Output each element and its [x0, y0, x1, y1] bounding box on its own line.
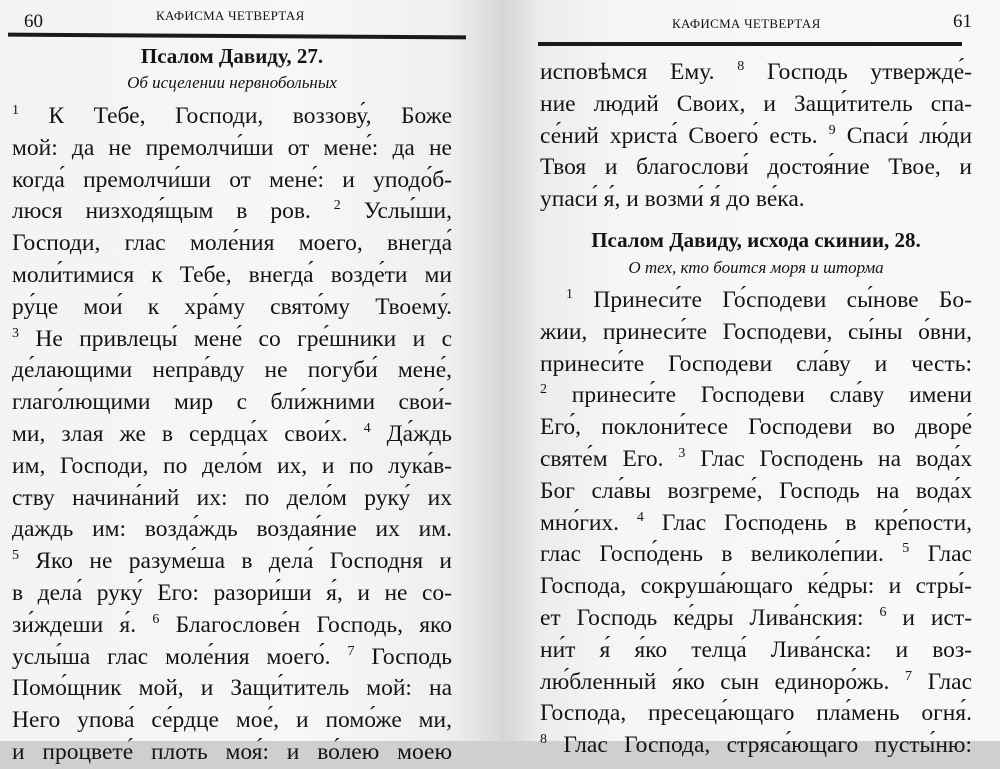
text-line: [12, 737, 452, 769]
text-line: [540, 285, 972, 317]
text-line: [540, 349, 972, 381]
line-text: лю́бленный я́ко сын единоро́жь.: [540, 668, 890, 695]
psalm-subtitle: О тех, кто боится моря и шторма: [628, 257, 884, 277]
text-line: [12, 133, 452, 165]
psalm-text: [12, 101, 452, 769]
line-text: Помо́щник мой, и Защи́титель мой: на: [12, 675, 452, 702]
text-line: [12, 514, 452, 546]
line-text: Да́ждь: [386, 420, 452, 447]
text-line: [12, 546, 452, 578]
verse-number: 7: [347, 643, 355, 659]
left-page-content: [12, 42, 452, 769]
right-page-content: [540, 57, 972, 762]
header-rule: [538, 42, 962, 46]
verse-number: 9: [828, 122, 836, 138]
verse-number: 3: [12, 325, 19, 341]
line-text: ру́це мои́ к хра́му свято́му Твоему́.: [12, 293, 452, 320]
line-text: Господь: [371, 643, 452, 670]
text-line: [12, 196, 452, 228]
text-line: [12, 387, 452, 419]
verse-number: 4: [363, 420, 371, 436]
line-text: ству начина́ний их: по дело́м руку́ их: [12, 484, 452, 511]
verse-number: 6: [152, 611, 160, 627]
text-line: [540, 121, 972, 153]
text-line: [540, 603, 972, 635]
line-text: Господи, глас моле́ния моего, внегда́: [12, 230, 452, 257]
line-text: Господа, пресеца́ющаго пла́мень огня́.: [540, 700, 972, 727]
line-text: люся низходя́щым в ров.: [12, 198, 311, 225]
verse-number: 8: [540, 732, 547, 748]
line-text: исповѣмся Ему.: [540, 59, 715, 85]
text-line: [540, 380, 972, 412]
text-line: [540, 89, 972, 121]
text-line: [540, 476, 972, 508]
text-line: [12, 578, 452, 610]
line-text: Глас Господень на вода́х: [700, 445, 973, 472]
line-text: Спаси́ лю́ди: [846, 122, 973, 149]
text-line: [12, 610, 452, 642]
line-text: Его́, поклони́тесе Господеви во дворе́: [540, 414, 972, 441]
line-text: глаго́лющими мир с бли́жними свои́-: [12, 389, 452, 416]
text-line: [540, 57, 972, 89]
line-text: в дела́ руку́ Его: разори́ши я́, и не со-: [12, 579, 452, 606]
verse-number: 4: [636, 509, 644, 525]
line-text: Услы́ши,: [363, 198, 453, 225]
verse-number: 5: [12, 548, 19, 564]
psalm-subtitle: Об исцелении нервнобольных: [127, 73, 337, 92]
text-line: [12, 419, 452, 451]
text-line: [540, 317, 972, 349]
text-line: [12, 451, 452, 483]
psalm-title: Псалом Давиду, 27.: [140, 44, 324, 68]
line-text: Господь утвержде́-: [767, 59, 973, 85]
line-text: К Тебе, Господи, воззову́, Боже: [48, 103, 453, 129]
text-line: [540, 698, 972, 730]
text-line: [540, 571, 972, 603]
verse-number: 1: [12, 103, 19, 118]
psalm-title: Псалом Давиду, исхода скинии, 28.: [591, 227, 921, 252]
line-text: Него упова́ се́рдце мое́, и помо́же ми,: [12, 707, 452, 734]
line-text: Твоя и благослови́ достоя́ние Твое, и: [540, 154, 972, 181]
page-number: 61: [953, 11, 972, 32]
verse-number: 2: [540, 382, 547, 398]
line-text: Благослове́н Господь, яко: [175, 611, 453, 638]
text-line: [540, 412, 972, 444]
line-text: де́лающими непра́вду не погуби́ мене́,: [12, 357, 452, 384]
text-line: [12, 292, 452, 324]
text-line: [12, 228, 452, 260]
line-text: услы́ша глас моле́ния моего́.: [12, 643, 331, 670]
line-text: Глас: [927, 541, 972, 568]
line-text: Бог сла́вы возгреме́, Господь на вода́х: [540, 477, 972, 504]
line-text: Глас Господень в кре́пости,: [661, 509, 973, 536]
line-text: принеси́те Господеви сла́ву имени: [571, 382, 973, 409]
line-text: жии, принеси́те Господеви, сы́ны о́вни,: [540, 318, 972, 345]
verse-number: 6: [879, 604, 887, 620]
text-line: [540, 667, 972, 699]
text-line: [12, 642, 452, 674]
verse-number: 8: [737, 59, 745, 74]
text-line: [12, 165, 452, 197]
text-line: [12, 483, 452, 515]
verse-number: 5: [902, 541, 910, 557]
verse-number: 3: [678, 445, 686, 461]
line-text: ми, злая же в сердца́х свои́х.: [12, 420, 348, 447]
text-line: [12, 355, 452, 387]
line-text: ние людий Своих, и Защи́титель спа-: [540, 90, 972, 117]
line-text: Глас: [927, 668, 973, 695]
line-text: Не привлецы́ мене́ со гре́шники и с: [35, 325, 452, 352]
text-line: [540, 539, 972, 571]
line-text: глас Госпо́день в великоле́пии.: [540, 541, 884, 568]
line-text: мно́гих.: [540, 509, 620, 536]
text-line: [540, 730, 972, 762]
text-line: [540, 152, 972, 184]
line-text: даждь им: возда́ждь воздая́ние их им.: [12, 516, 452, 543]
text-line: [12, 260, 452, 292]
verse-number: 7: [905, 668, 912, 684]
line-text: Принеси́те Го́сподеви сы́нове Бо-: [593, 286, 972, 313]
verse-number: 2: [333, 198, 341, 214]
text-line: [540, 508, 972, 540]
line-text: когда́ премолчи́ши от мене́: и уподо́б-: [12, 166, 452, 193]
running-head: КАФИСМА ЧЕТВЕРТАЯ: [672, 16, 821, 31]
text-line: [12, 324, 452, 356]
text-line: [12, 673, 452, 705]
line-text: ни́т я́ я́ко телца́ Лива́нска: и воз-: [540, 636, 972, 663]
line-text: мой: да не премолчи́ши от мене́: да не: [12, 134, 452, 161]
line-text: и процвете́ плоть моя́: и во́лею моею: [12, 738, 452, 765]
line-text: святе́м Его.: [540, 445, 664, 472]
text-line: [12, 101, 452, 133]
right-page-header: [540, 4, 986, 34]
left-page-header: [14, 4, 470, 34]
verse-number: 1: [566, 286, 573, 302]
line-text: упаси́ я́, и возми́ я́ до ве́ка.: [540, 186, 805, 213]
line-text: Яко не разуме́ша в дела́ Господня и: [35, 548, 452, 575]
line-text: им, Господи, по дело́м их, и по лука́в-: [12, 452, 452, 479]
line-text: Глас Господа, стряса́ющаго пусты́ню:: [563, 732, 972, 759]
text-line: [540, 184, 972, 216]
psalm-text-continued: [540, 57, 972, 216]
line-text: зи́ждеши я́.: [12, 611, 137, 638]
line-text: моли́тимися к Тебе, внегда́ возде́ти ми: [12, 261, 452, 288]
text-line: [540, 635, 972, 667]
line-text: Господа, сокруша́ющаго ке́дры: и стры́-: [540, 573, 972, 600]
line-text: ет Господь ке́дры Лива́нския:: [540, 604, 864, 631]
text-line: [540, 444, 972, 476]
text-line: [12, 705, 452, 737]
line-text: и ист-: [902, 604, 973, 631]
line-text: се́ний христа́ Своего́ есть.: [540, 122, 818, 149]
right-page: [500, 0, 1000, 759]
left-page: [0, 0, 500, 765]
page-number: 60: [24, 11, 43, 32]
running-head: КАФИСМА ЧЕТВЕРТАЯ: [156, 8, 305, 23]
psalm-text: [540, 285, 972, 762]
line-text: принеси́те Господеви сла́ву и честь:: [540, 350, 972, 377]
